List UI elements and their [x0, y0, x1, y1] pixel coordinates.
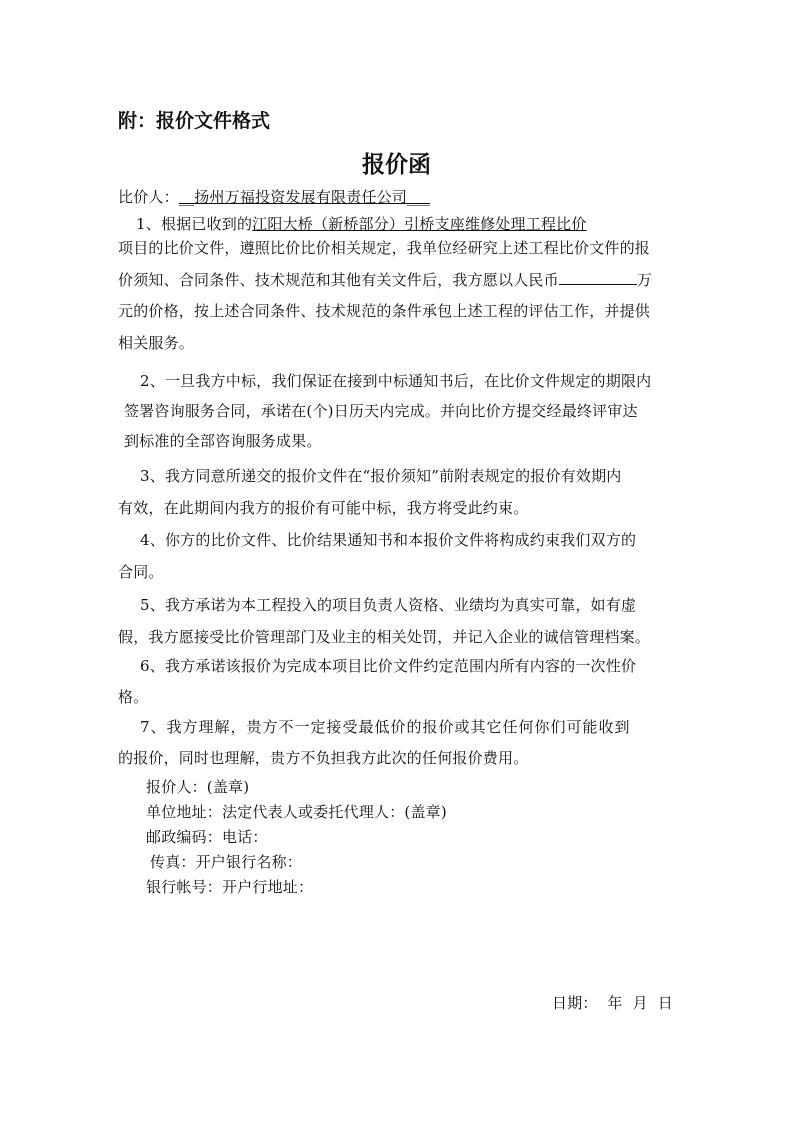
para3-line2: 有效，在此期间内我方的报价有可能中标，我方将受此约束。 — [118, 499, 529, 517]
sign-postcode: 邮政编码：电话： — [146, 828, 268, 846]
document-title: 报价函 — [362, 152, 431, 178]
para2-line3: 到标准的全部咨询服务成果。 — [124, 432, 322, 450]
para5-line1: 5、我方承诺为本工程投入的项目负责人资格、业绩均为真实可靠，如有虚 — [140, 596, 637, 614]
price-unit: 万 — [636, 271, 653, 289]
para2-line2: 签署咨询服务合同，承诺在(个)日历天内完成。并向比价方提交经最终评审达 — [124, 402, 638, 420]
para1-line5: 相关服务。 — [118, 334, 195, 352]
price-blank — [559, 270, 637, 285]
bidder-line — [118, 187, 430, 207]
sign-bidder: 报价人：(盖章) — [146, 778, 250, 796]
para3-line1: 3、我方同意所递交的报价文件在“报价须知”前附表规定的报价有效期内 — [140, 467, 622, 485]
para2-line1: 2、一旦我方中标，我们保证在接到中标通知书后，在比价文件规定的期限内 — [140, 372, 652, 390]
para6-line2: 格。 — [118, 688, 149, 706]
para1-line3-text: 价须知、合同条件、技术规范和其他有关文件后，我方愿以人民币 — [118, 271, 559, 289]
bidder-name: __扬州万福投资发展有限责任公司___ — [178, 188, 431, 206]
para1-line2: 项目的比价文件，遵照比价比价相关规定，我单位经研究上述工程比价文件的报 — [118, 239, 651, 257]
para5-line2: 假，我方愿接受比价管理部门及业主的相关处罚，并记入企业的诚信管理档案。 — [118, 628, 651, 646]
sign-account: 银行帐号：开户行地址： — [146, 878, 314, 896]
para4-line2: 合同。 — [118, 563, 164, 581]
para1-line1 — [136, 214, 587, 234]
para1-line3 — [118, 270, 652, 290]
para6-line1: 6、我方承诺该报价为完成本项目比价文件约定范围内所有内容的一次性价 — [140, 657, 637, 675]
para7-line1: 7、我方理解，贵方不一定接受最低价的报价或其它任何你们可能收到 — [140, 718, 631, 736]
appendix-heading: 附：报价文件格式 — [118, 110, 271, 132]
sign-address: 单位地址：法定代表人或委托代理人：(盖章) — [146, 803, 447, 821]
project-name: 江阳大桥（新桥部分）引桥支座维修处理工程比价 — [252, 215, 587, 233]
bidder-label: 比价人： — [118, 188, 179, 206]
para7-line2: 的报价，同时也理解，贵方不负担我方此次的任何报价费用。 — [118, 749, 529, 767]
para4-line1: 4、你方的比价文件、比价结果通知书和本报价文件将构成约束我们双方的 — [140, 531, 637, 549]
date-line: 日期： 年 月 日 — [552, 994, 674, 1012]
sign-fax: 传真：开户银行名称： — [150, 853, 303, 871]
para1-line4: 元的价格，按上述合同条件、技术规范的条件承包上述工程的评估工作，并提供 — [118, 302, 651, 320]
para1-prefix: 1、根据已收到的 — [136, 215, 253, 233]
